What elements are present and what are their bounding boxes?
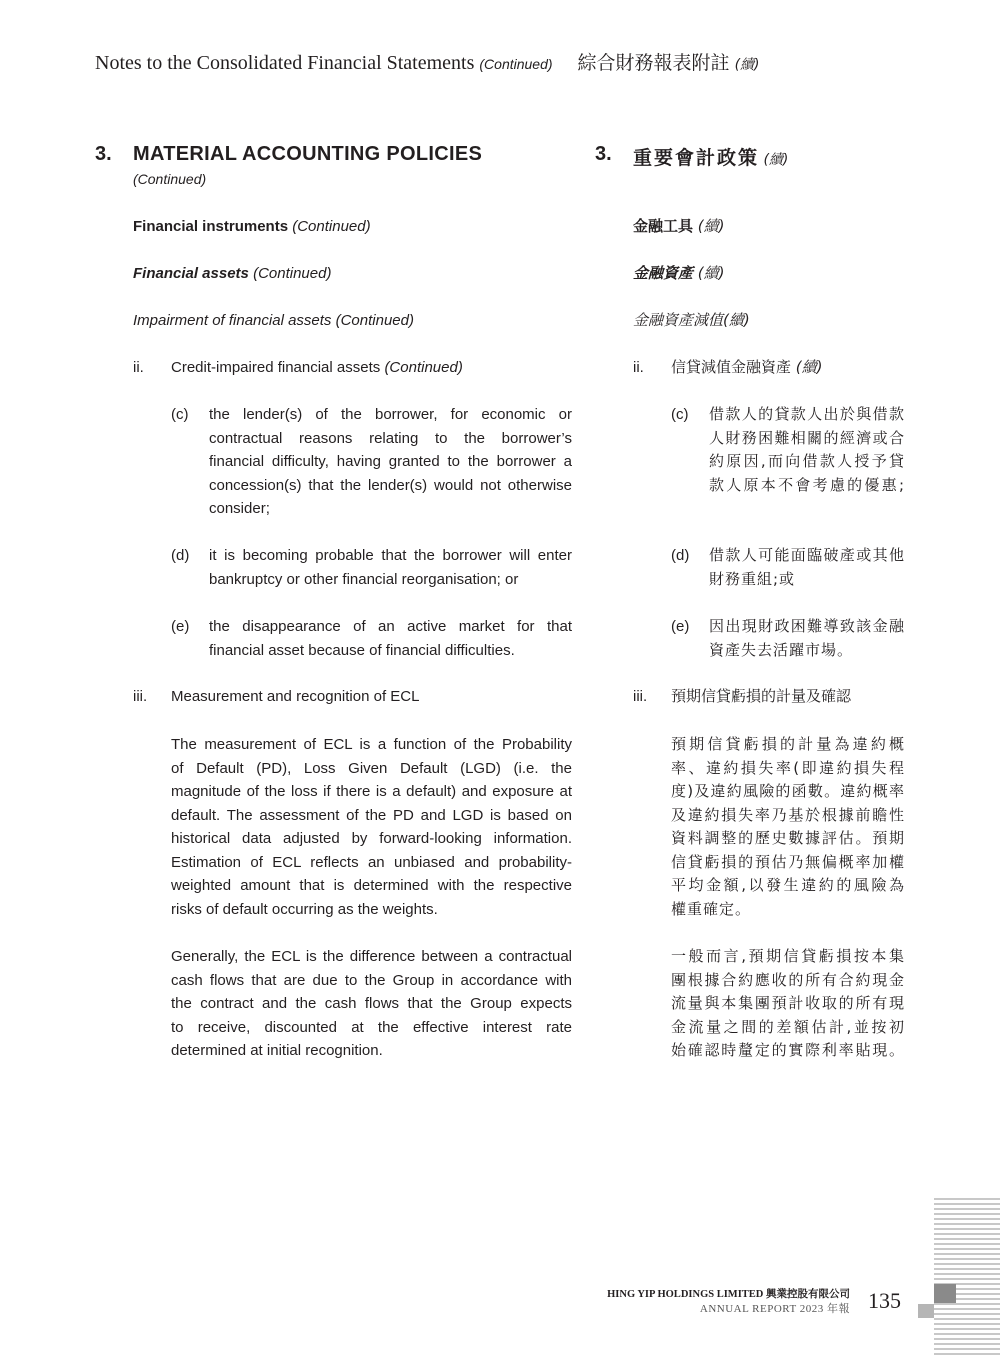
text-line: contractual reasons relating to the borrower’s: [209, 429, 572, 447]
text-line: 約原因,而向借款人授予貸: [709, 452, 905, 470]
decorative-stripes: [934, 1198, 1000, 1357]
subheading-financial-instruments-zh: [633, 215, 725, 239]
item-iii-label-en: Measurement and recognition of ECL: [171, 688, 420, 705]
header-continued-en: (Continued): [479, 56, 553, 72]
subitem-d-text-en: [209, 544, 572, 591]
subitem-e-text-en: [209, 615, 572, 662]
text-line: 預期信貸虧損的計量為違約概: [671, 735, 905, 753]
text-line: The measurement of ECL is a function of the Probability: [171, 736, 572, 753]
paragraph-ecl-general-en: [171, 945, 572, 1063]
subitem-c-text-zh: [709, 403, 905, 497]
text-line: 始確認時釐定的實際利率貼現。: [671, 1041, 905, 1059]
text-line: 借款人可能面臨破產或其他: [709, 546, 905, 564]
text-line: to receive, discounted at the effective interest rate: [171, 1018, 572, 1036]
decorative-square-dark: [934, 1284, 956, 1303]
item-ii-number-zh: ii.: [633, 359, 644, 376]
subitem-c-text-en: [209, 403, 572, 521]
header-title-en: Notes to the Consolidated Financial Statements: [95, 52, 475, 74]
section-number-zh: 3.: [595, 143, 612, 165]
text-line: 資產失去活躍市場。: [709, 640, 854, 659]
text-line: financial asset because of financial difficulties.: [209, 641, 515, 659]
subitem-d-text-zh: [709, 544, 905, 591]
item-continued: (續): [795, 358, 823, 376]
section-continued-en: (Continued): [133, 171, 207, 187]
text-line: it is becoming probable that the borrower will enter: [209, 547, 572, 564]
subitem-e-text-zh: [709, 615, 905, 662]
text-line: 流量與本集團預計收取的所有現: [671, 994, 905, 1012]
text-line: 財務重組;或: [709, 569, 796, 588]
item-continued: (Continued): [384, 359, 463, 376]
subheading-continued: (Continued): [292, 218, 371, 235]
subheading-text: 金融資產: [633, 264, 694, 282]
subheading-text: 金融工具: [633, 217, 694, 235]
page-number: 135: [868, 1288, 901, 1313]
text-line: 度)及違約風險的函數。違約概率: [671, 782, 905, 800]
text-line: 平均金額,以發生違約的風險為: [671, 876, 905, 894]
text-line: Estimation of ECL reflects an unbiased and probability-: [171, 853, 572, 871]
text-line: Generally, the ECL is the difference between a contractual: [171, 948, 572, 965]
text-line: the contract and the cash flows that the Group expects: [171, 995, 572, 1012]
item-ii-number-en: ii.: [133, 359, 144, 376]
section-title-zh-wrap: [633, 143, 788, 170]
text-line: default. The assessment of the PD and LGD is based on: [171, 806, 572, 824]
subheading-continued: (Continued): [253, 265, 332, 282]
item-ii-label-zh: [671, 356, 823, 380]
text-line: 資料調整的歷史數據評估。預期: [671, 829, 905, 847]
text-line: 團根據合約應收的所有合約現金: [671, 970, 905, 989]
item-ii-label-en: [171, 356, 463, 380]
footer-report-label: ANNUAL REPORT 2023 年報: [699, 1303, 850, 1315]
text-line: 款人原本不會考慮的優惠;: [709, 475, 905, 494]
paragraph-ecl-measurement-en: [171, 733, 572, 921]
subitem-e-letter-en: (e): [171, 618, 190, 635]
header-continued-zh: (續): [734, 57, 760, 73]
text-line: 及違約損失率乃基於根據前瞻性: [671, 805, 905, 824]
section-number-en: 3.: [95, 143, 112, 165]
text-line: 借款人的貸款人出於與借款: [709, 405, 905, 423]
header-title-zh: 綜合財務報表附註: [577, 52, 730, 74]
subheading-text: Financial instruments: [133, 218, 289, 235]
running-header: [95, 48, 760, 75]
subitem-e-letter-zh: (e): [671, 618, 690, 635]
subheading-financial-assets-zh: [633, 262, 725, 286]
subitem-d-letter-en: (d): [171, 547, 190, 564]
text-line: magnitude of the loss if there is a default) and exposure at: [171, 783, 572, 800]
text-line: 信貸虧損的預估乃無偏概率加權: [671, 852, 905, 871]
subheading-continued: (續): [697, 217, 725, 235]
text-line: cash flows that are due to the Group in accordance with: [171, 971, 572, 989]
section-title-zh: 重要會計政策: [633, 147, 760, 169]
item-iii-number-zh: iii.: [633, 688, 648, 705]
text-line: 因出現財政困難導致該金融: [709, 617, 905, 635]
text-line: determined at initial recognition.: [171, 1042, 383, 1059]
text-line: the lender(s) of the borrower, for economic or: [209, 406, 572, 423]
text-line: bankruptcy or other financial reorganisation; or: [209, 570, 519, 588]
subheading-financial-instruments-en: [133, 215, 371, 239]
item-iii-number-en: iii.: [133, 688, 148, 705]
text-line: 率、違約損失率(即違約損失程: [671, 758, 905, 777]
subheading-text: Financial assets: [133, 265, 249, 282]
subheading-impairment-en: Impairment of financial assets (Continued): [133, 312, 414, 329]
subitem-c-letter-zh: (c): [671, 406, 689, 423]
decorative-square-light: [918, 1304, 934, 1318]
text-line: 一般而言,預期信貸虧損按本集: [671, 947, 905, 965]
section-title-en: MATERIAL ACCOUNTING POLICIES: [133, 143, 483, 165]
text-line: historical data adjusted by forward-looking information.: [171, 830, 572, 847]
section-continued-zh: (續): [763, 152, 789, 168]
text-line: consider;: [209, 500, 270, 517]
text-line: weighted amount that is determined with the respective: [171, 877, 572, 894]
text-line: risks of default occurring as the weights.: [171, 900, 438, 918]
subitem-d-letter-zh: (d): [671, 547, 690, 564]
subheading-impairment-zh: 金融資產減值(續): [633, 311, 750, 329]
subheading-continued: (續): [697, 264, 725, 282]
subheading-financial-assets-en: [133, 262, 331, 286]
paragraph-ecl-measurement-zh: [671, 733, 905, 921]
text-line: 人財務困難相關的經濟或合: [709, 428, 905, 447]
item-iii-label-zh: 預期信貸虧損的計量及確認: [671, 687, 852, 705]
text-line: 金流量之間的差額估計,並按初: [671, 1017, 905, 1036]
footer-company-name: HING YIP HOLDINGS LIMITED 興業控股有限公司: [607, 1289, 850, 1300]
text-line: 權重確定。: [671, 899, 752, 918]
text-line: financial difficulty, having granted to the borrower a: [209, 453, 572, 470]
text-line: the disappearance of an active market for that: [209, 618, 572, 635]
paragraph-ecl-general-zh: [671, 945, 905, 1063]
text-line: of Default (PD), Loss Given Default (LGD) (i.e. the: [171, 759, 572, 777]
text-line: concession(s) that the lender(s) would not otherwise: [209, 476, 572, 494]
item-label: Credit-impaired financial assets: [171, 359, 381, 376]
item-label: 信貸減值金融資產: [671, 358, 792, 376]
subitem-c-letter-en: (c): [171, 406, 189, 423]
